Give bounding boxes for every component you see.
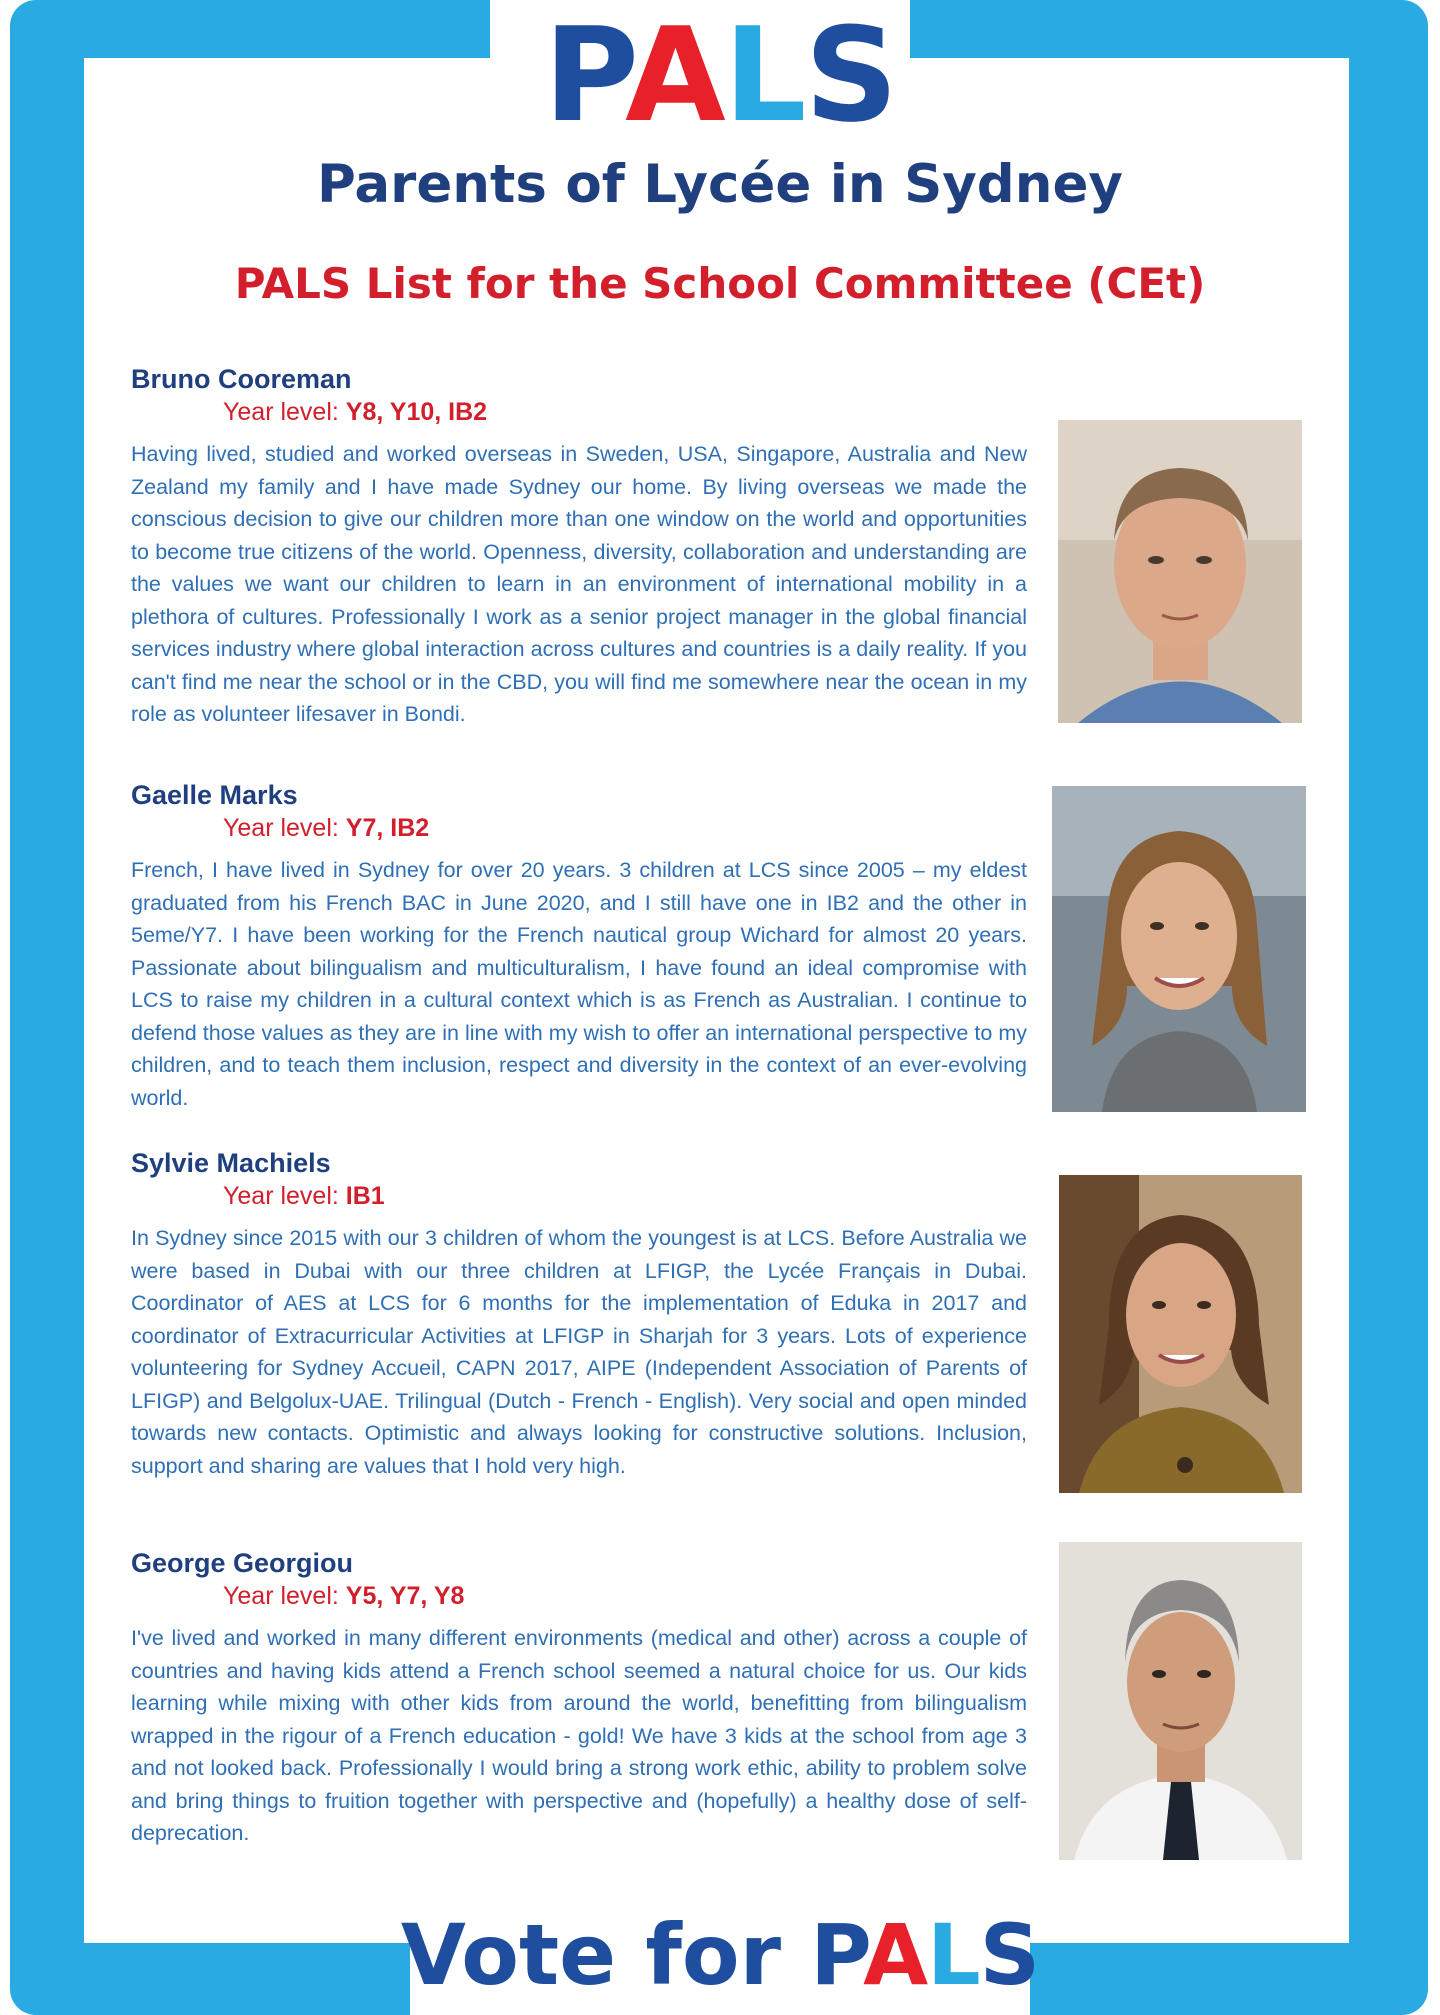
list-title: PALS List for the School Committee (CEt): [234, 259, 1206, 308]
candidate-card: [131, 778, 1027, 1114]
candidate-card: [131, 1146, 1027, 1482]
candidate-bio: Having lived, studied and worked overseas in Sweden, USA, Singapore, Australia and New Zealand my family and I have made Sydney our home. By living overseas we made the conscious decision to give our children more than one window on the world and opportunities to become true citizens of the world. Openness, diversity, collaboration and understanding are the values we want our children to learn in an environment of international mobility in a plethora of cultures. Professionally I work as a senior project manager in the global financial services industry where global interaction across cultures and countries is a daily reality. If you can't find me near the school or in the CBD, you will find me somewhere near the ocean in my role as volunteer lifesaver in Bondi.: [131, 442, 1027, 726]
year-level: [223, 812, 1027, 844]
logo-letter-s: S: [804, 0, 897, 151]
organization-subtitle: Parents of Lycée in Sydney: [317, 154, 1123, 215]
year-level-value: Y7, IB2: [345, 814, 430, 842]
candidate-bio: In Sydney since 2015 with our 3 children of whom the youngest is at LCS. Before Australia we were based in Dubai with our three children at LFIGP, the Lycée Français in Dubai. Coordinator of AES at LCS for 6 months for the implementation of Eduka in 2017 and coordinator of Extracurricular Activities at LFIGP in Sharjah for 3 years. Lots of experience volunteering for Sydney Accueil, CAPN 2017, AIPE (Independent Association of Parents of LFIGP) and Belgolux-UAE. Trilingual (Dutch - French - English). Very social and open minded towards new contacts. Optimistic and always looking for constructive solutions. Inclusion, support and sharing are values that I hold very high.: [131, 1226, 1027, 1478]
year-level-value: Y8, Y10, IB2: [345, 398, 488, 426]
logo-letter-a: A: [625, 0, 724, 151]
footer-letter-p: P: [810, 1906, 864, 2004]
candidate-name: Gaelle Marks: [131, 780, 298, 810]
candidate-photo-bruno: [1058, 420, 1302, 723]
footer-brand: [810, 1906, 1039, 2004]
footer-letter-a: A: [863, 1906, 928, 2004]
vote-for-pals-footer: [0, 1900, 1440, 2010]
candidate-card: [131, 1546, 1027, 1850]
candidate-name: Bruno Cooreman: [131, 364, 352, 394]
candidate-photo-sylvie: [1059, 1175, 1302, 1493]
year-level-label: Year level:: [223, 1182, 346, 1210]
pals-logo: [0, 0, 1440, 151]
year-level-value: Y5, Y7, Y8: [345, 1582, 465, 1610]
candidate-photo-gaelle: [1052, 786, 1306, 1112]
candidate-name: George Georgiou: [131, 1548, 354, 1578]
candidate-card: [131, 362, 1027, 731]
logo-letter-l: L: [723, 0, 805, 151]
candidate-name: Sylvie Machiels: [131, 1148, 331, 1178]
year-level-label: Year level:: [223, 1582, 346, 1610]
year-level-label: Year level:: [223, 398, 346, 426]
year-level-value: IB1: [345, 1182, 385, 1210]
candidate-photo-george: [1059, 1542, 1302, 1860]
footer-letter-s: S: [979, 1906, 1040, 2004]
candidate-bio: I've lived and worked in many different environments (medical and other) across a couple of countries and having kids attend a French school seemed a natural choice for us. Our kids learning while mixing with other kids from around the world, benefitting from bilingualism wrapped in the rigour of a French education - gold! We have 3 kids at the school from age 3 and not looked back. Professionally I would bring a strong work ethic, ability to problem solve and bring things to fruition together with perspective and (hopefully) a healthy dose of self-deprecation.: [131, 1626, 1027, 1845]
candidate-bio: French, I have lived in Sydney for over 20 years. 3 children at LCS since 2005 – my eldest graduated from his French BAC in June 2020, and I still have one in IB2 and the other in 5eme/Y7. I have been working for the French nautical group Wichard for almost 20 years. Passionate about bilingualism and multiculturalism, I have found an ideal compromise with LCS to raise my children in a cultural context which is as French as Australian. I continue to defend those values as they are in line with my wish to offer an international perspective to my children, and to teach them inclusion, respect and diversity in the context of an ever-evolving world.: [131, 858, 1027, 1110]
year-level: [223, 1580, 1027, 1612]
year-level-label: Year level:: [223, 814, 346, 842]
logo-letter-p: P: [543, 0, 626, 151]
footer-letter-l: L: [927, 1906, 980, 2004]
vote-text: Vote for: [400, 1906, 811, 2004]
year-level: [223, 396, 1027, 428]
year-level: [223, 1180, 1027, 1212]
